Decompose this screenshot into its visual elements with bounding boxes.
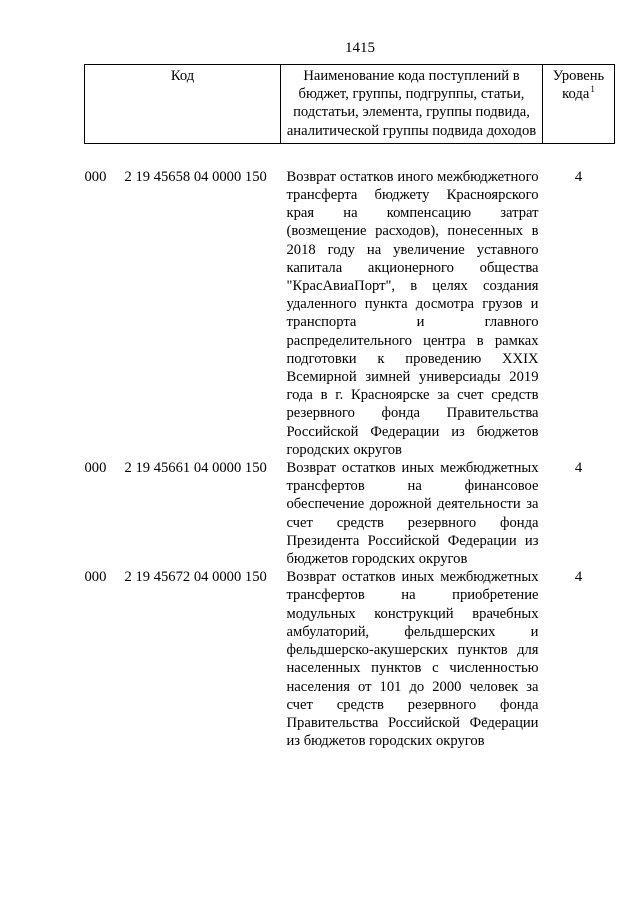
revenue-code: 2 19 45672 04 0000 150 [124,569,267,586]
table-header-row [85,65,615,144]
code-level: 4 [574,569,583,586]
code-level: 4 [574,168,583,185]
admin-code: 000 [84,460,107,477]
revenue-code: 2 19 45658 04 0000 150 [124,168,267,185]
code-level: 4 [574,460,583,477]
code-name: Возврат остатков иных межбюджетных трансфертов на приобретение модульных конструкций врачебных амбулаторий, фельдшерских и фельдшерско-акушерских пунктов для населенных пунктов с численностью населения от 101 до 2000 человек за счет средств резервного фонда Правительства Российской Федерации из бюджетов городских округов [286,569,539,750]
page-number: 1415 [345,40,375,56]
code-name: Возврат остатков иного межбюджетного трансферта бюджету Красноярского края на компенсацию затрат (возмещение расходов), понесенных в 2018 году на увеличение уставного капитала акционерного общества "КрасАвиаПорт", в целях создания удаленного пункта досмотра грузов и транспорта и главного распределительного центра в рамках подготовки к проведению XXIX Всемирной зимней универсиады 2019 года в г. Красноярске за счет средств резервного фонда Правительства Российской Федерации из бюджетов городских округов [286,168,539,458]
table-row [85,168,615,459]
header-level-label: Уровень кода [552,68,605,103]
revenue-code: 2 19 45661 04 0000 150 [124,460,267,477]
code-name: Возврат остатков иных межбюджетных трансфертов на финансовое обеспечение дорожной деятельности за счет средств резервного фонда Президента Российской Федерации из бюджетов городских округов [286,460,539,568]
footnote-marker: 1 [590,84,595,95]
admin-code: 000 [84,168,107,185]
table-row [85,568,615,750]
header-level [543,65,615,144]
table-row [85,459,615,568]
admin-code: 000 [84,569,107,586]
header-name: Наименование кода поступлений в бюджет, группы, подгруппы, статьи, подстатьи, элемента, группы подвида, аналитической группы подвида доходов [281,65,543,144]
revenue-codes-table [84,64,615,750]
header-code: Код [85,65,281,144]
